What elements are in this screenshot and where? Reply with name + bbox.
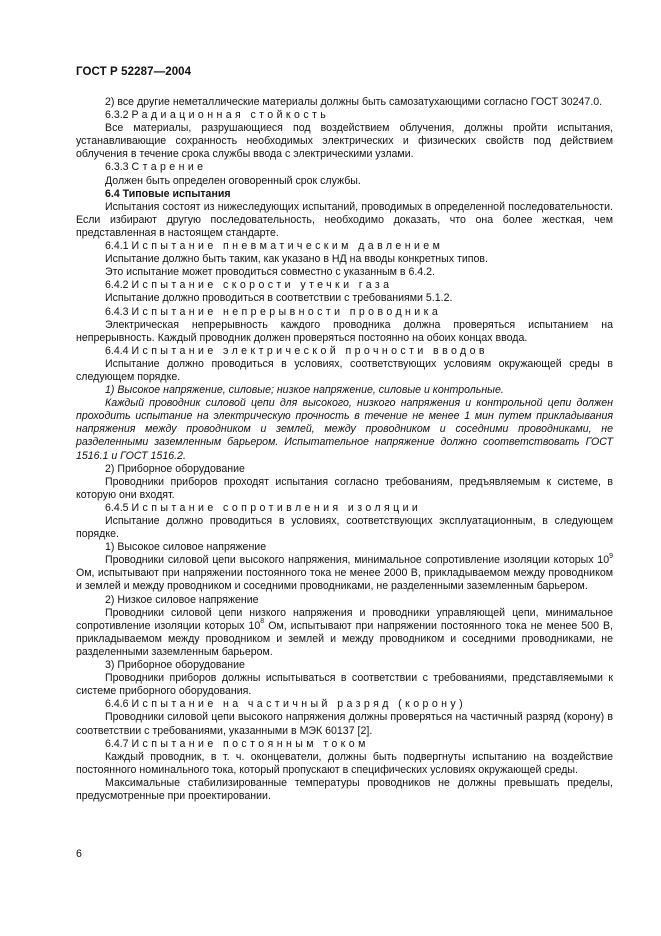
paragraph: Это испытание может проводиться совместно с указанным в 6.4.2. bbox=[105, 266, 435, 279]
paragraph: Максимальные стабилизированные температуры проводников не должны превышать пределы, предусмотренные при проектировании. bbox=[76, 776, 613, 802]
list-item: 1) Высокое силовое напряжение bbox=[105, 541, 267, 554]
document-header: ГОСТ Р 52287—2004 bbox=[76, 66, 192, 78]
text-run: Проводники силовой цепи низкого напряжения и проводники управляющей цепи, минимальное сопротивление изоляции которых 10 bbox=[76, 606, 613, 632]
paragraph: Электрическая непрерывность каждого проводника должна проверяться испытанием на непрерывность. Каждый проводник должен проверяться постоянно на обоих концах ввода. bbox=[76, 318, 613, 344]
paragraph bbox=[76, 607, 613, 659]
paragraph: Испытания состоят из нижеследующих испытаний, проводимых в определенной последовательности. Если избирают другую последовательность, необходимо доказать, что она более жесткая, чем представленная в настоящем стандарте. bbox=[76, 200, 613, 239]
list-item: 2) Низкое силовое напряжение bbox=[105, 593, 259, 606]
exponent: 9 bbox=[609, 552, 613, 560]
subsection-heading bbox=[76, 502, 613, 515]
subsection-title: Испытание сопротивления изоляции bbox=[131, 501, 422, 514]
text-run: Ом, испытывают при напряжении постоянного тока не менее 500 В, прикладываемом между проводником и землей и между проводником и соседними проводниками, не разделенными заземленным барьером. bbox=[76, 619, 613, 658]
paragraph: Проводники приборов должны испытываться в соответствии с требованиями, представляемыми к системе приборного оборудования. bbox=[76, 672, 613, 698]
paragraph: 2) все другие неметаллические материалы должны быть самозатухающими согласно ГОСТ 30247.0. bbox=[105, 96, 603, 108]
subsection-title: Старение bbox=[131, 161, 207, 174]
paragraph: Проводники силовой цепи высокого напряжения должны проверяться на частичный разряд (корону) в соответствии с требованиями, указанными в МЭК 60137 [2]. bbox=[76, 711, 613, 737]
subsection-number: 6.4.4 bbox=[105, 344, 129, 357]
text-run: Ом, испытывают при напряжении постоянного тока не менее 2000 В, прикладываемом между проводником и землей и между проводником и соседними проводниками, не разделенными заземленным барьером. bbox=[76, 567, 613, 593]
subsection-number: 6.4.3 bbox=[105, 305, 129, 318]
paragraph: Испытание должно проводиться в соответствии с требованиями 5.1.2. bbox=[105, 292, 453, 305]
document-body bbox=[76, 96, 613, 803]
paragraph: Все материалы, разрушающиеся под воздействием облучения, должны пройти испытания, устанавливающие сохранность необходимых электрических и физических свойств под действием облучения в течение срока службы ввода с электрическими узлами. bbox=[76, 122, 613, 161]
subsection-number: 6.4.2 bbox=[105, 279, 129, 292]
subsection-heading bbox=[76, 738, 613, 751]
subsection-number: 6.3.2 bbox=[105, 109, 129, 122]
subsection-number: 6.4.6 bbox=[105, 698, 129, 711]
subsection-heading bbox=[76, 279, 613, 292]
paragraph: Проводники приборов проходят испытания согласно требованиям, предъявляемым к системе, в которую они входят. bbox=[76, 475, 613, 501]
list-item: 2) Приборное оборудование bbox=[105, 462, 245, 475]
subsection-title: Испытание пневматическим давлением bbox=[131, 240, 444, 253]
subsection-heading bbox=[76, 345, 613, 358]
section-heading: 6.4 Типовые испытания bbox=[105, 187, 231, 200]
paragraph: Каждый проводник, в т. ч. оконцеватели, должны быть подвергнуты испытанию на воздействие постоянного номинального тока, который пропускают в специфических условиях окружающей среды. bbox=[76, 750, 613, 776]
paragraph: Испытание должно проводиться в условиях, соответствующих условиям окружающей среды в следующем порядке. bbox=[76, 357, 613, 383]
paragraph: Испытание должно быть таким, как указано в НД на вводы конкретных типов. bbox=[105, 253, 488, 266]
paragraph: Испытание должно проводиться в условиях, соответствующих эксплуатационным, в следующем порядке. bbox=[76, 515, 613, 541]
subsection-title: Испытание скорости утечки газа bbox=[131, 279, 393, 292]
subsection-title: Испытание постоянным током bbox=[131, 737, 369, 750]
subsection-title: Испытание непрерывности проводника bbox=[131, 305, 442, 318]
subsection-heading bbox=[76, 698, 613, 711]
paragraph bbox=[76, 554, 613, 593]
list-item: 3) Приборное оборудование bbox=[105, 659, 245, 672]
subsection-title: Испытание на частичный разряд (корону) bbox=[131, 698, 467, 711]
paragraph: Должен быть определен оговоренный срок службы. bbox=[105, 174, 361, 187]
paragraph: Каждый проводник силовой цепи для высокого, низкого напряжения и контрольной цепи должен проходить испытание на электрическую прочность в течение не менее 1 мин путем прикладывания напряжения между проводником и землей, между проводником и соседними проводниками, не разделенными заземленным барьером. Испытательное напряжение должно соответствовать ГОСТ 1516.1 и ГОСТ 1516.2. bbox=[76, 397, 613, 462]
subsection-title: Радиационная стойкость bbox=[131, 109, 330, 122]
subsection-title: Испытание электрической прочности вводов bbox=[131, 344, 488, 357]
list-item: 1) Высокое напряжение, силовые; низкое напряжение, силовые и контрольные. bbox=[105, 384, 504, 397]
exponent: 8 bbox=[260, 618, 265, 626]
subsection-number: 6.4.7 bbox=[105, 737, 129, 750]
subsection-heading bbox=[76, 306, 613, 319]
subsection-heading bbox=[76, 240, 613, 253]
text-run: Проводники силовой цепи высокого напряжения, минимальное сопротивление изоляции которых 10 bbox=[105, 554, 610, 567]
page-number: 6 bbox=[76, 848, 82, 860]
subsection-number: 6.4.5 bbox=[105, 501, 129, 514]
subsection-number: 6.4.1 bbox=[105, 240, 129, 253]
subsection-heading bbox=[76, 161, 613, 174]
subsection-heading bbox=[76, 109, 613, 122]
subsection-number: 6.3.3 bbox=[105, 161, 129, 174]
